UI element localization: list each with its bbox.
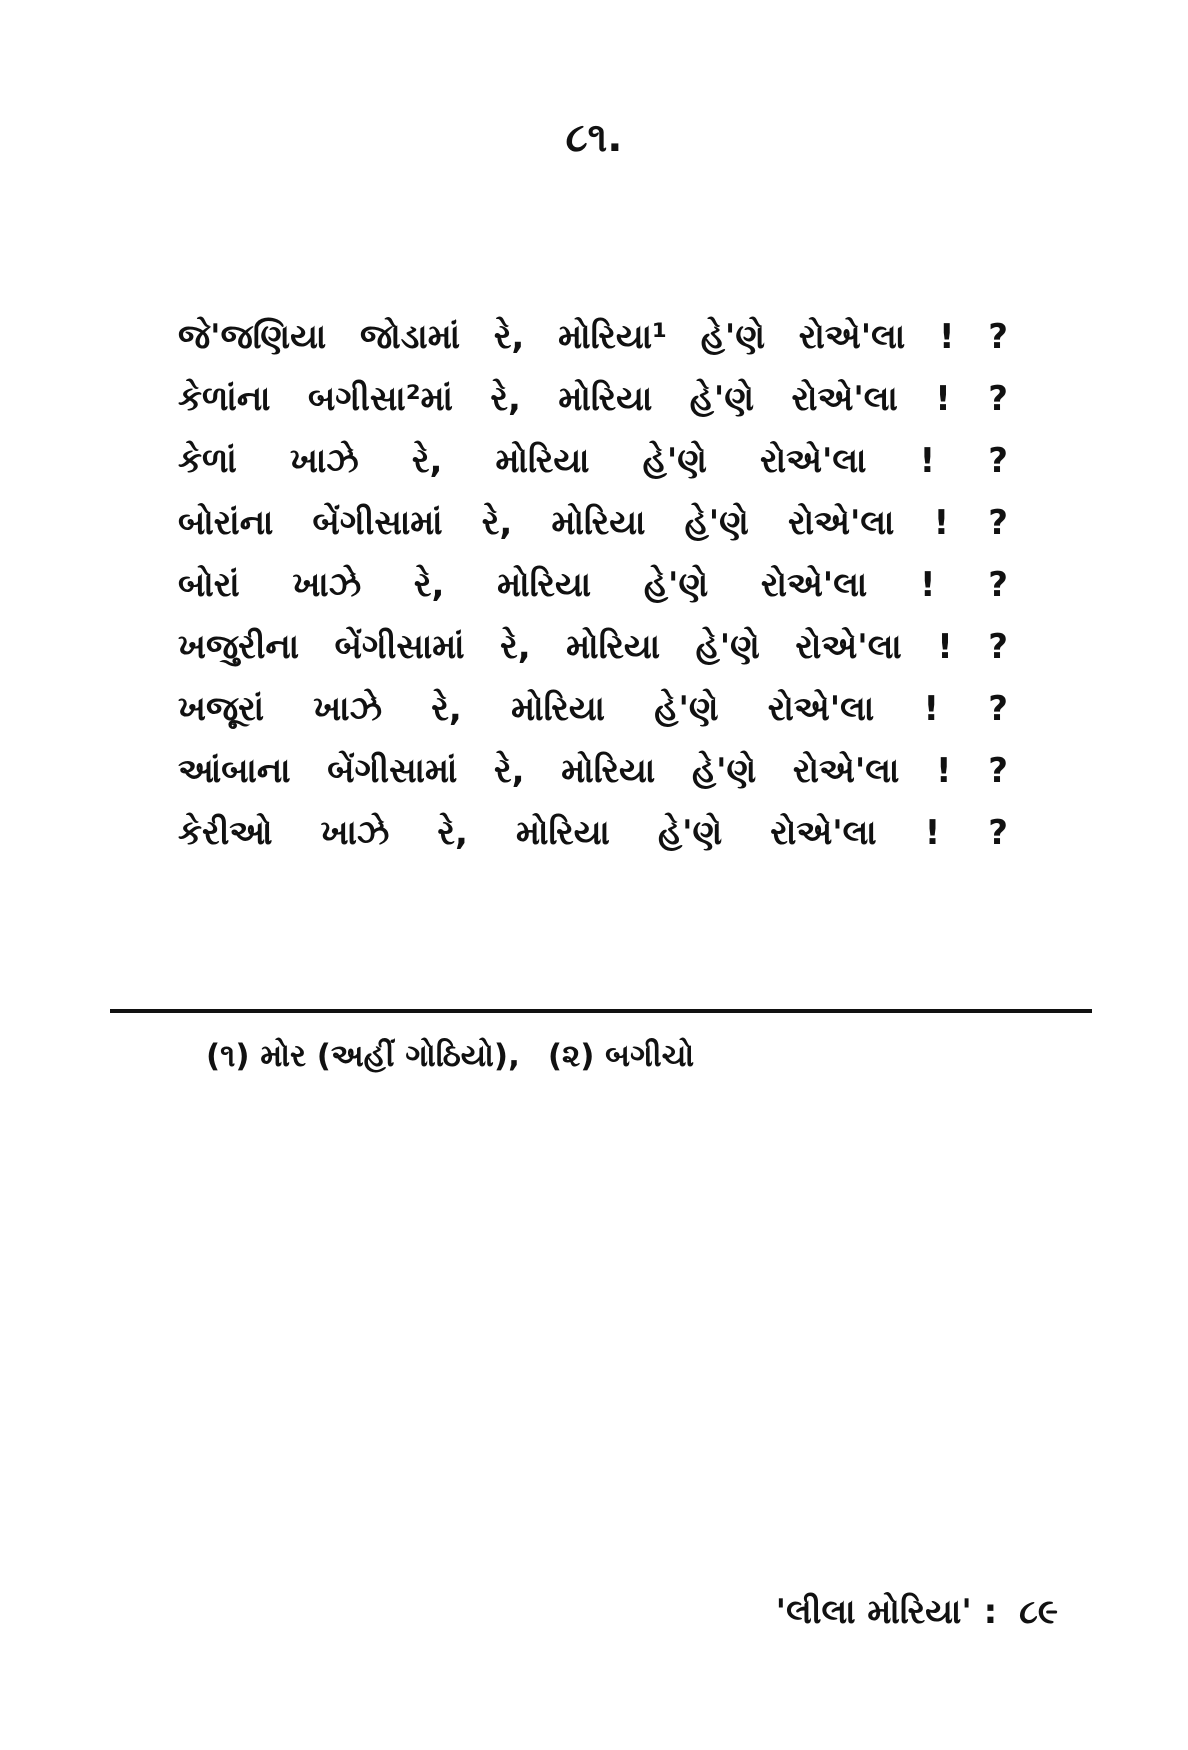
verse-line: બોરાં ખાઝે રે, મોરિયા હે'ણે રોએ'લા ! ? bbox=[178, 565, 1008, 605]
verse-line: આંબાના બેંગીસામાં રે, મોરિયા હે'ણે રોએ'લા ! ? bbox=[178, 751, 1008, 791]
verse-line: ખજુરીના બેંગીસામાં રે, મોરિયા હે'ણે રોએ'લા ! ? bbox=[178, 627, 1008, 667]
verse-line: કેળાં ખાઝે રે, મોરિયા હે'ણે રોએ'લા ! ? bbox=[178, 441, 1008, 481]
verse-block bbox=[178, 306, 1008, 864]
verse-line: કેરીઓ ખાઝે રે, મોરિયા હે'ણે રોએ'લા ! ? bbox=[178, 813, 1008, 853]
book-title: 'લીલા મોરિયા' : bbox=[775, 1592, 998, 1632]
verse-line: બોરાંના બેંગીસામાં રે, મોરિયા હે'ણે રોએ'લા ! ? bbox=[178, 503, 1008, 543]
footnote-1: (૧) મોર (અહીં ગોઠિયો), bbox=[206, 1038, 520, 1074]
footnote-divider bbox=[110, 1009, 1092, 1013]
page-number: ૮૧. bbox=[565, 115, 623, 161]
verse-line: ખજૂરાં ખાઝે રે, મોરિયા હે'ણે રોએ'લા ! ? bbox=[178, 689, 1008, 729]
footer-page-number: ૮૯ bbox=[1019, 1592, 1058, 1632]
footnotes bbox=[206, 1030, 694, 1082]
verse-line: જે'જણિયા જોડામાં રે, મોરિયા¹ હે'ણે રોએ'લા ! ? bbox=[178, 317, 1008, 357]
footnote-2: (૨) બગીચો bbox=[547, 1038, 695, 1074]
running-footer bbox=[776, 1588, 1058, 1636]
verse-line: કેળાંના બગીસા²માં રે, મોરિયા હે'ણે રોએ'લા ! ? bbox=[178, 379, 1008, 419]
